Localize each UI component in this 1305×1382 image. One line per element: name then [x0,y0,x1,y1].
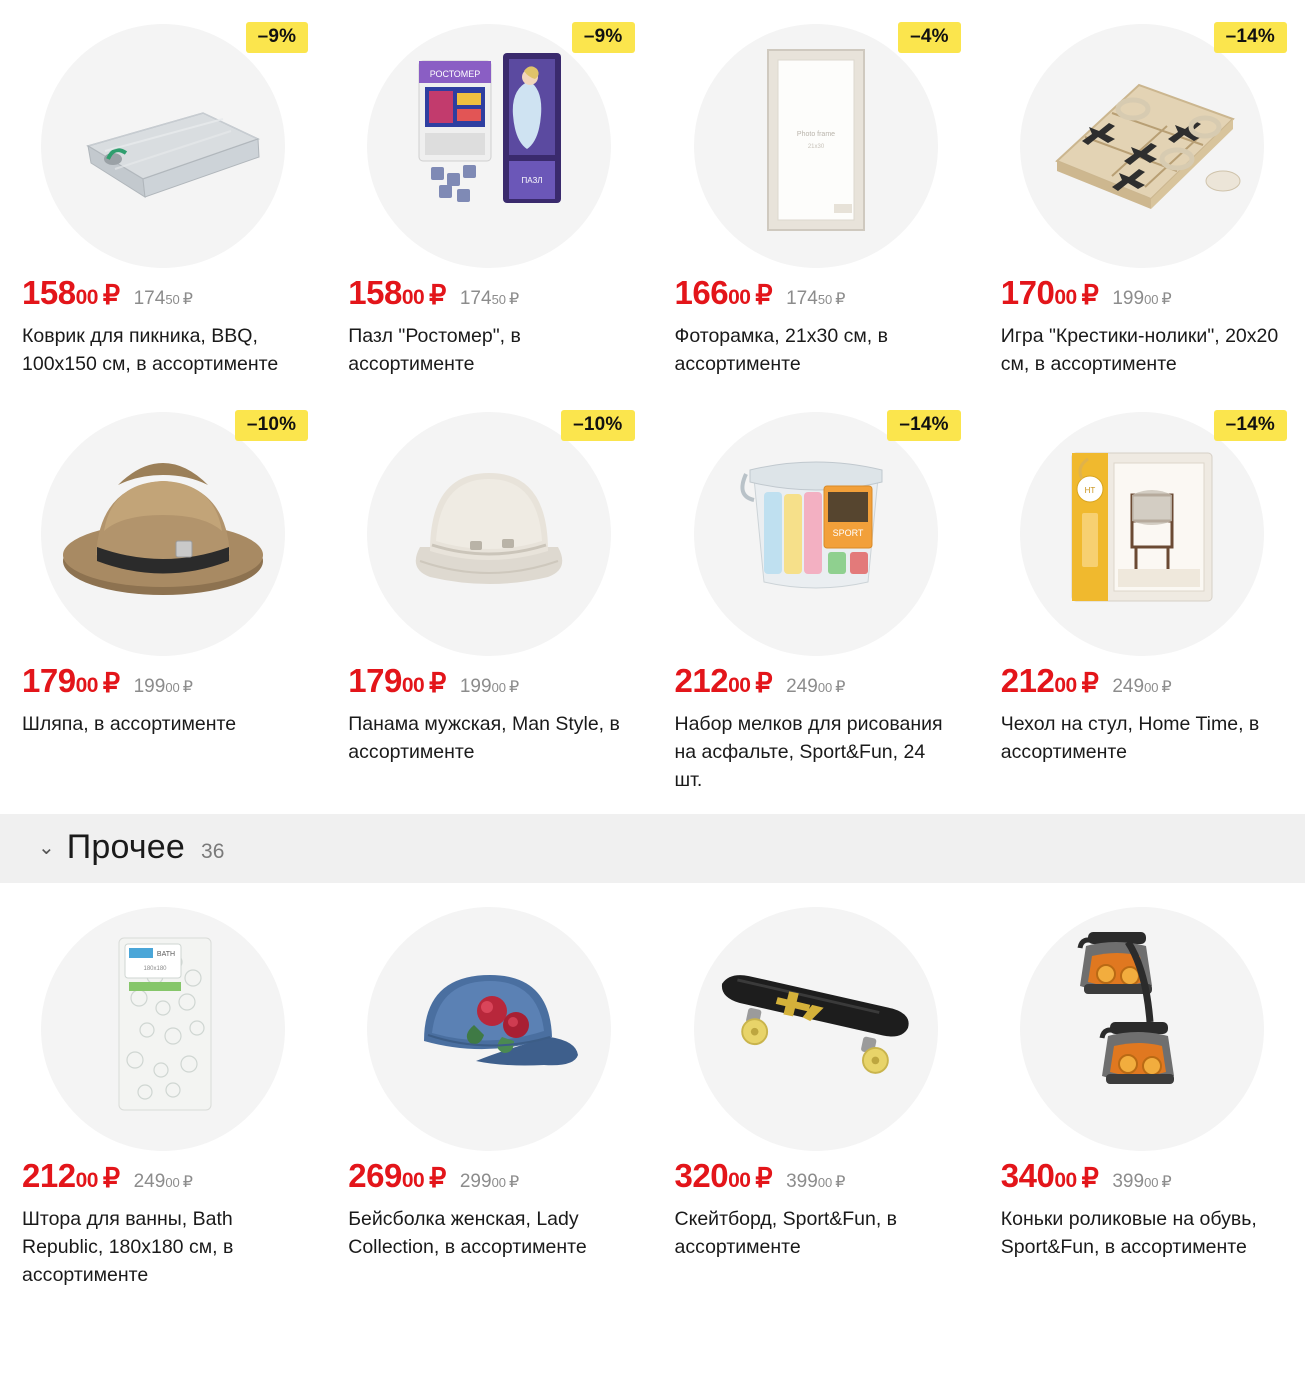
product-card[interactable] [326,388,652,804]
svg-text:ПАЗЛ: ПАЗЛ [521,176,543,185]
product-card[interactable] [653,388,979,804]
price-line [1000,662,1283,700]
product-card[interactable] [979,388,1305,804]
discount-badge: –14% [1214,22,1287,53]
product-title[interactable]: Панама мужская, Man Style, в ассортименте [348,713,620,764]
old-price: 24900 ₽ [133,1171,193,1193]
price-line [1001,276,1283,309]
product-card[interactable] [653,0,979,388]
product-title[interactable]: Чехол на стул, Home Time, в ассортименте [1000,713,1260,764]
product-image-wrap [348,16,630,266]
product-card[interactable] [326,0,652,388]
product-row [0,0,1305,388]
current-price: 26900 ₽ [348,1157,446,1195]
old-price: 17450 ₽ [786,288,846,309]
puzzle-box-image[interactable] [374,26,604,256]
current-price: 34000 ₽ [1000,1157,1099,1195]
product-title[interactable]: Шляпа, в ассортименте [22,713,237,736]
current-price: 21200 ₽ [22,1157,120,1195]
current-price: 15800 ₽ [22,274,120,311]
bucket-hat-image[interactable] [374,414,604,644]
product-image-wrap [675,899,957,1149]
price-line [674,662,957,700]
svg-text:21x30: 21x30 [807,144,824,150]
product-card[interactable] [0,0,326,388]
tic-tac-toe-image[interactable] [1027,26,1257,256]
discount-badge: –10% [235,410,308,441]
discount-badge: –9% [246,22,309,53]
price-line [22,276,304,309]
product-image-wrap [1001,404,1283,654]
product-title[interactable]: Коньки роликовые на обувь, Sport&Fun, в ассортименте [1000,1208,1257,1259]
old-price: 19900 ₽ [1112,288,1172,309]
product-title[interactable]: Пазл "Ростомер", в ассортименте [348,325,521,375]
current-price: 21200 ₽ [674,662,773,700]
discount-badge: –4% [898,22,961,53]
product-title[interactable]: Коврик для пикника, BBQ, 100x150 см, в ассортименте [22,325,279,375]
product-title[interactable]: Фоторамка, 21х30 см, в ассортименте [674,325,888,375]
product-card[interactable] [326,883,652,1299]
price-line [348,1157,630,1195]
current-price: 17900 ₽ [348,662,446,700]
product-card[interactable] [979,0,1305,388]
product-image-wrap [675,404,957,654]
svg-text:Photo frame: Photo frame [796,131,835,138]
picnic-mat-image[interactable] [48,26,278,256]
product-card[interactable] [653,883,979,1299]
product-image-wrap [675,16,957,266]
baseball-cap-image[interactable] [374,909,604,1139]
current-price: 17000 ₽ [1000,274,1099,311]
product-image-wrap [22,899,304,1149]
old-price: 17450 ₽ [133,288,193,309]
current-price: 32000 ₽ [674,1157,773,1195]
price-line [22,1157,304,1195]
section-item-count: 36 [201,840,225,864]
skateboard-image[interactable] [701,909,931,1139]
discount-badge: –14% [887,410,960,441]
svg-text:180x180: 180x180 [143,966,167,973]
svg-text:HT: HT [1084,486,1096,496]
old-price: 19900 ₽ [133,676,193,698]
product-title[interactable]: Скейтборд, Sport&Fun, в ассортименте [674,1208,898,1259]
svg-text:РОСТОМЕР: РОСТОМЕР [430,69,481,79]
product-title[interactable]: Бейсболка женская, Lady Collection, в ассортименте [348,1208,587,1259]
price-line [348,662,630,700]
current-price: 16600 ₽ [674,274,773,311]
product-image-wrap [1001,16,1283,266]
price-line [1000,1157,1283,1195]
product-row [0,883,1305,1299]
product-image-wrap [348,404,630,654]
product-title[interactable]: Штора для ванны, Bath Republic, 180х180 см, в ассортименте [22,1208,234,1286]
price-line [22,662,304,700]
photo-frame-image[interactable] [701,26,931,256]
product-image-wrap [348,899,630,1149]
product-title[interactable]: Игра "Крестики-нолики", 20х20 см, в ассортименте [1000,325,1279,375]
price-line [675,276,957,309]
section-header-prochee[interactable] [0,814,1305,883]
chalk-box-image[interactable] [701,414,931,644]
old-price: 39900 ₽ [1112,1171,1172,1193]
old-price: 24900 ₽ [1112,676,1172,698]
product-image-wrap [22,404,304,654]
price-line [674,1157,957,1195]
old-price: 19900 ₽ [459,676,520,698]
product-title[interactable]: Набор мелков для рисования на асфальте, Sport&Fun, 24 шт. [674,713,943,791]
product-row [0,388,1305,804]
old-price: 24900 ₽ [786,676,846,698]
product-card[interactable] [0,388,326,804]
chair-cover-pack-image[interactable] [1027,414,1257,644]
product-image-wrap [1001,899,1283,1149]
product-image-wrap [22,16,304,266]
current-price: 15800 ₽ [348,274,446,311]
svg-text:BATH: BATH [157,951,176,959]
discount-badge: –14% [1214,410,1287,441]
old-price: 39900 ₽ [786,1171,846,1193]
svg-text:SPORT: SPORT [832,528,864,539]
roller-skates-image[interactable] [1027,909,1257,1139]
discount-badge: –9% [572,22,635,53]
price-line [348,276,630,309]
old-price: 29900 ₽ [459,1171,520,1193]
product-card[interactable] [0,883,326,1299]
fedora-hat-image[interactable] [48,414,278,644]
old-price: 17450 ₽ [459,288,520,309]
discount-badge: –10% [561,410,634,441]
chevron-down-icon[interactable]: ⌄ [38,837,55,860]
current-price: 21200 ₽ [1000,662,1099,700]
current-price: 17900 ₽ [22,662,120,700]
shower-curtain-pack-image[interactable] [48,909,278,1139]
section-title: Прочее [66,828,186,867]
product-card[interactable] [979,883,1305,1299]
